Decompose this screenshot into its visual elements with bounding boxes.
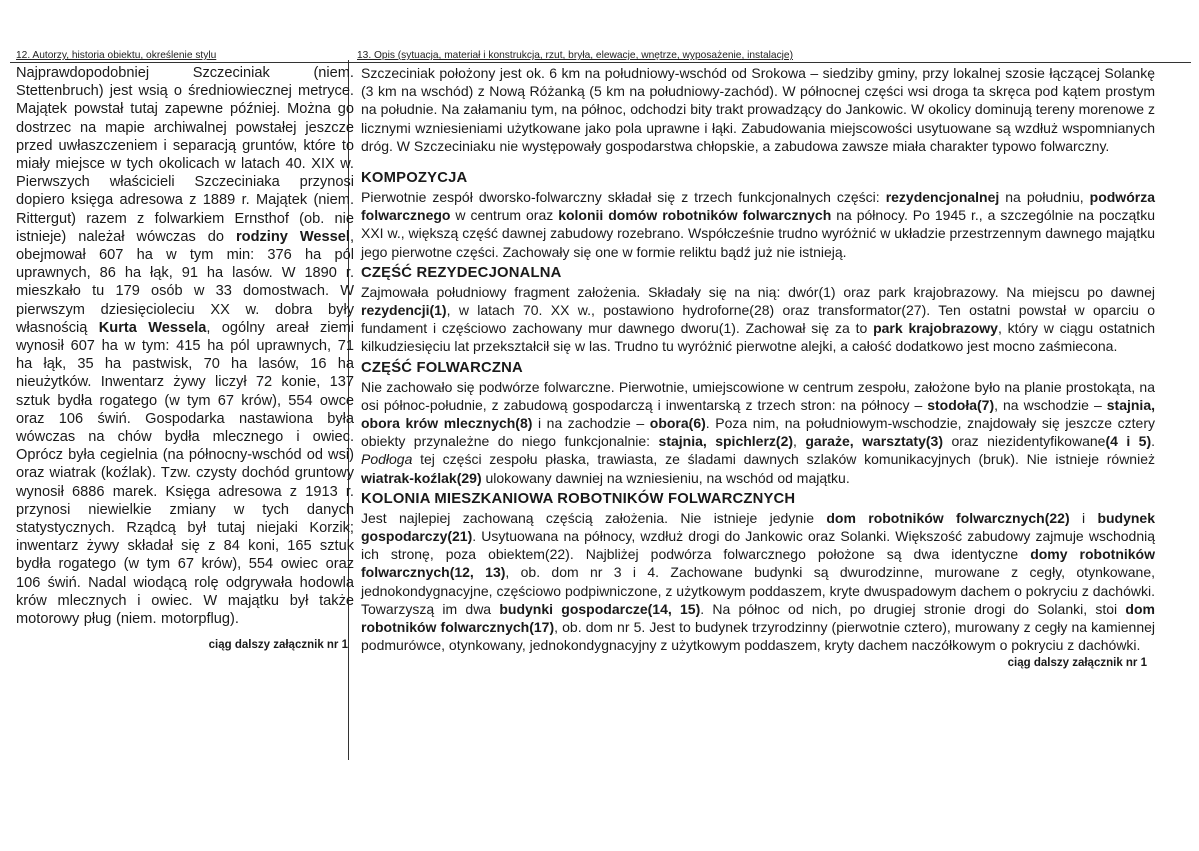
- history-continuation-note: ciąg dalszy załącznik nr 1: [208, 639, 348, 652]
- history-header: 12. Autorzy, historia obiektu, określenie stylu: [16, 50, 217, 61]
- form-sheet: [6, 46, 1193, 846]
- kompozycja-paragraph: Pierwotnie zespół dworsko-folwarczny składał się z trzech funkcjonalnych części: rezydencjonalnej na południu, podwórza folwarcznego w centrum oraz kolonii domów robotników folwarcznych na północy. Po 1945 r., a szczególnie na początku XXI w., większą część dawnej zabudowy rozebrano. Współcześnie trudno wyróżnić w układzie przestrzennym dawnego majątku jego pierwotne części. Zachowały się one w formie reliktu bądź już nie istnieją.: [361, 189, 1155, 260]
- description-text: [355, 63, 1155, 654]
- description-column: [355, 46, 1155, 846]
- history-column: [16, 46, 354, 846]
- kolonia-paragraph: Jest najlepiej zachowaną częścią założenia. Nie istnieje jedynie dom robotników folwarcznych(22) i budynek gospodarczy(21). Usytuowana na północy, wzdłuż drogi do Jankowic oraz Solanki. Większość zabudowy zajmuje wschodnią ich stronę, poza obiektem(22). Najbliżej podwórza folwarcznego położone są dwa identyczne domy robotników folwarcznych(12, 13), ob. dom nr 3 i 4. Zachowane budynki są dwurodzinne, murowane z cegły, otynkowane, jednokondygnacyjne, częściowo podpiwniczone, z użytkowym poddaszem, kryte dwuspadowym dachem o pokryciu z dachówki. Towarzyszą im dwa budynki gospodarcze(14, 15). Na północ od nich, po drugiej stronie drogi do Solanki, stoi dom robotników folwarcznych(17), ob. dom nr 5. Jest to budynek trzyrodzinny (pierwotnie cztero), murowany z cegły na kamiennej podmurówce, otynkowany, jednokondygnacyjny z użytkowym poddaszem, kryty dachem naczółkowym o pokryciu z dachówki.: [361, 509, 1156, 654]
- section-title-kolonia: KOLONIA MIESZKANIOWA ROBOTNIKÓW FOLWARCZNYCH: [361, 490, 796, 507]
- section-title-rezydencjonalna: CZĘŚĆ REZYDECJONALNA: [361, 264, 562, 281]
- folwarczna-paragraph: Nie zachowało się podwórze folwarczne. Pierwotnie, umiejscowione w centrum zespołu, założone było na planie prostokąta, na osi północ-południe, z zabudową gospodarczą i inwentarską z trzech stron: na północy – stodoła(7), na wschodzie – stajnia, obora krów mlecznych(8) i na zachodzie – obora(6). Poza nim, na południowym-wschodzie, znajdowały się jeszcze cztery obiekty przynależne do niego funkcjonalnie: stajnia, spichlerz(2), garaże, warsztaty(3) oraz niezidentyfikowane(4 i 5). Podłoga tej części zespołu płaska, trawiasta, ze śladami dawnych szlaków komunikacyjnych (bruk). Nie istnieje również wiatrak-koźlak(29) ulokowany dawniej na wzniesieniu, na wschód od majątku.: [361, 378, 1156, 486]
- intro-paragraph: Szczeciniak położony jest ok. 6 km na południowy-wschód od Srokowa – siedziby gminy, przy lokalnej szosie łączącej Solankę (3 km na wschód) z Nową Różanką (5 km na południowy-zachód). W północnej części wsi droga ta skręca pod kątem prostym na południe. Na załamaniu tym, na północ, odchodzi bity trakt prowadzący do Jankowic. W okolicy dominują tereny morenowe z licznymi wzniesieniami użytkowane jako pola uprawne i łąki. Zabudowania miejscowości usytuowane są wzdłuż wspomnianych dróg. W Szczeciniaku nie występowały gospodarstwa chłopskie, a zabudowa zawsze miała charakter typowo folwarczny.: [361, 65, 1155, 154]
- description-continuation-note: ciąg dalszy załącznik nr 1: [1007, 657, 1147, 670]
- section-title-kompozycja: KOMPOZYCJA: [361, 170, 468, 187]
- section-title-folwarczna: CZĘŚĆ FOLWARCZNA: [361, 359, 523, 376]
- rezydencjonalna-paragraph: Zajmowała południowy fragment założenia. Składały się na nią: dwór(1) oraz park krajobrazowy. Na miejscu po dawnej rezydencji(1), w latach 70. XX w., postawiono hydroforne(28) oraz transformator(27). Ten ostatni powstał w oparciu o fundament i częściowo zachowany mur dawnego dworu(1). Zachował się za to park krajobrazowy, który w ciągu ostatnich kilkudziesięciu lat przekształcił się w las. Trudno tu wyróżnić pierwotne alejki, a całość dodatkowo jest mocno zaśmiecona.: [361, 283, 1155, 355]
- description-header: 13. Opis (sytuacja, materiał i konstrukcja, rzut, bryła, elewacje, wnętrze, wyposażenie, instalacje): [357, 50, 793, 61]
- history-text: Najprawdopodobniej Szczeciniak (niem. Stettenbruch) jest wsią o średniowiecznej metryce. Majątek powstał tutaj zapewne później. Można go dostrzec na mapie archiwalnej powstałej jeszcze przed uwłaszczeniem i separacją gruntów, które to miały miejsce w tych okolicach w latach 40. XIX w. Pierwszych właścicieli Szczeciniaka przynosi dopiero księga adresowa z 1889 r. Majątek (niem. Rittergut) razem z folwarkiem Ernsthof (ob. nie istnieje) należał wówczas do rodziny Wessel, obejmował 607 ha w tym min: 376 ha pól uprawnych, 86 ha łąk, 91 ha lasów. W 1890 r. mieszkało tu 179 osób w 33 domostwach. W pierwszym dziesięcioleciu XX w. dobra były własnością Kurta Wessela, ogólny areał ziemi wynosił 607 ha w tym: 415 ha pól uprawnych, 71 ha łąk, 35 ha pastwisk, 70 ha lasów, 16 ha nieużytków. Inwentarz żywy liczył 72 konie, 137 sztuk bydła rogatego (w tym 67 krów), 554 owce oraz 106 świń. Gospodarka nastawiona była wówczas na chów bydła mlecznego i owiec. Oprócz była cegielnia (na północny-wschód od wsi) oraz wiatrak (koźlak). Tzw. czysty dochód gruntowy wynosił 6886 marek. Księga adresowa z 1913 r. przynosi niewielkie zmiany w tych danych statystycznych. Rządcą był tutaj niejaki Korzik; inwentarz żywy składał się z 84 koni, 165 sztuk bydła rogatego (w tym 67 krów), 554 owiec oraz 106 świń. Nadal wiodącą rolę odgrywała hodowla krów mlecznych i owiec. W majątku był także motorowy pług (niem. motorpflug).: [16, 65, 355, 628]
